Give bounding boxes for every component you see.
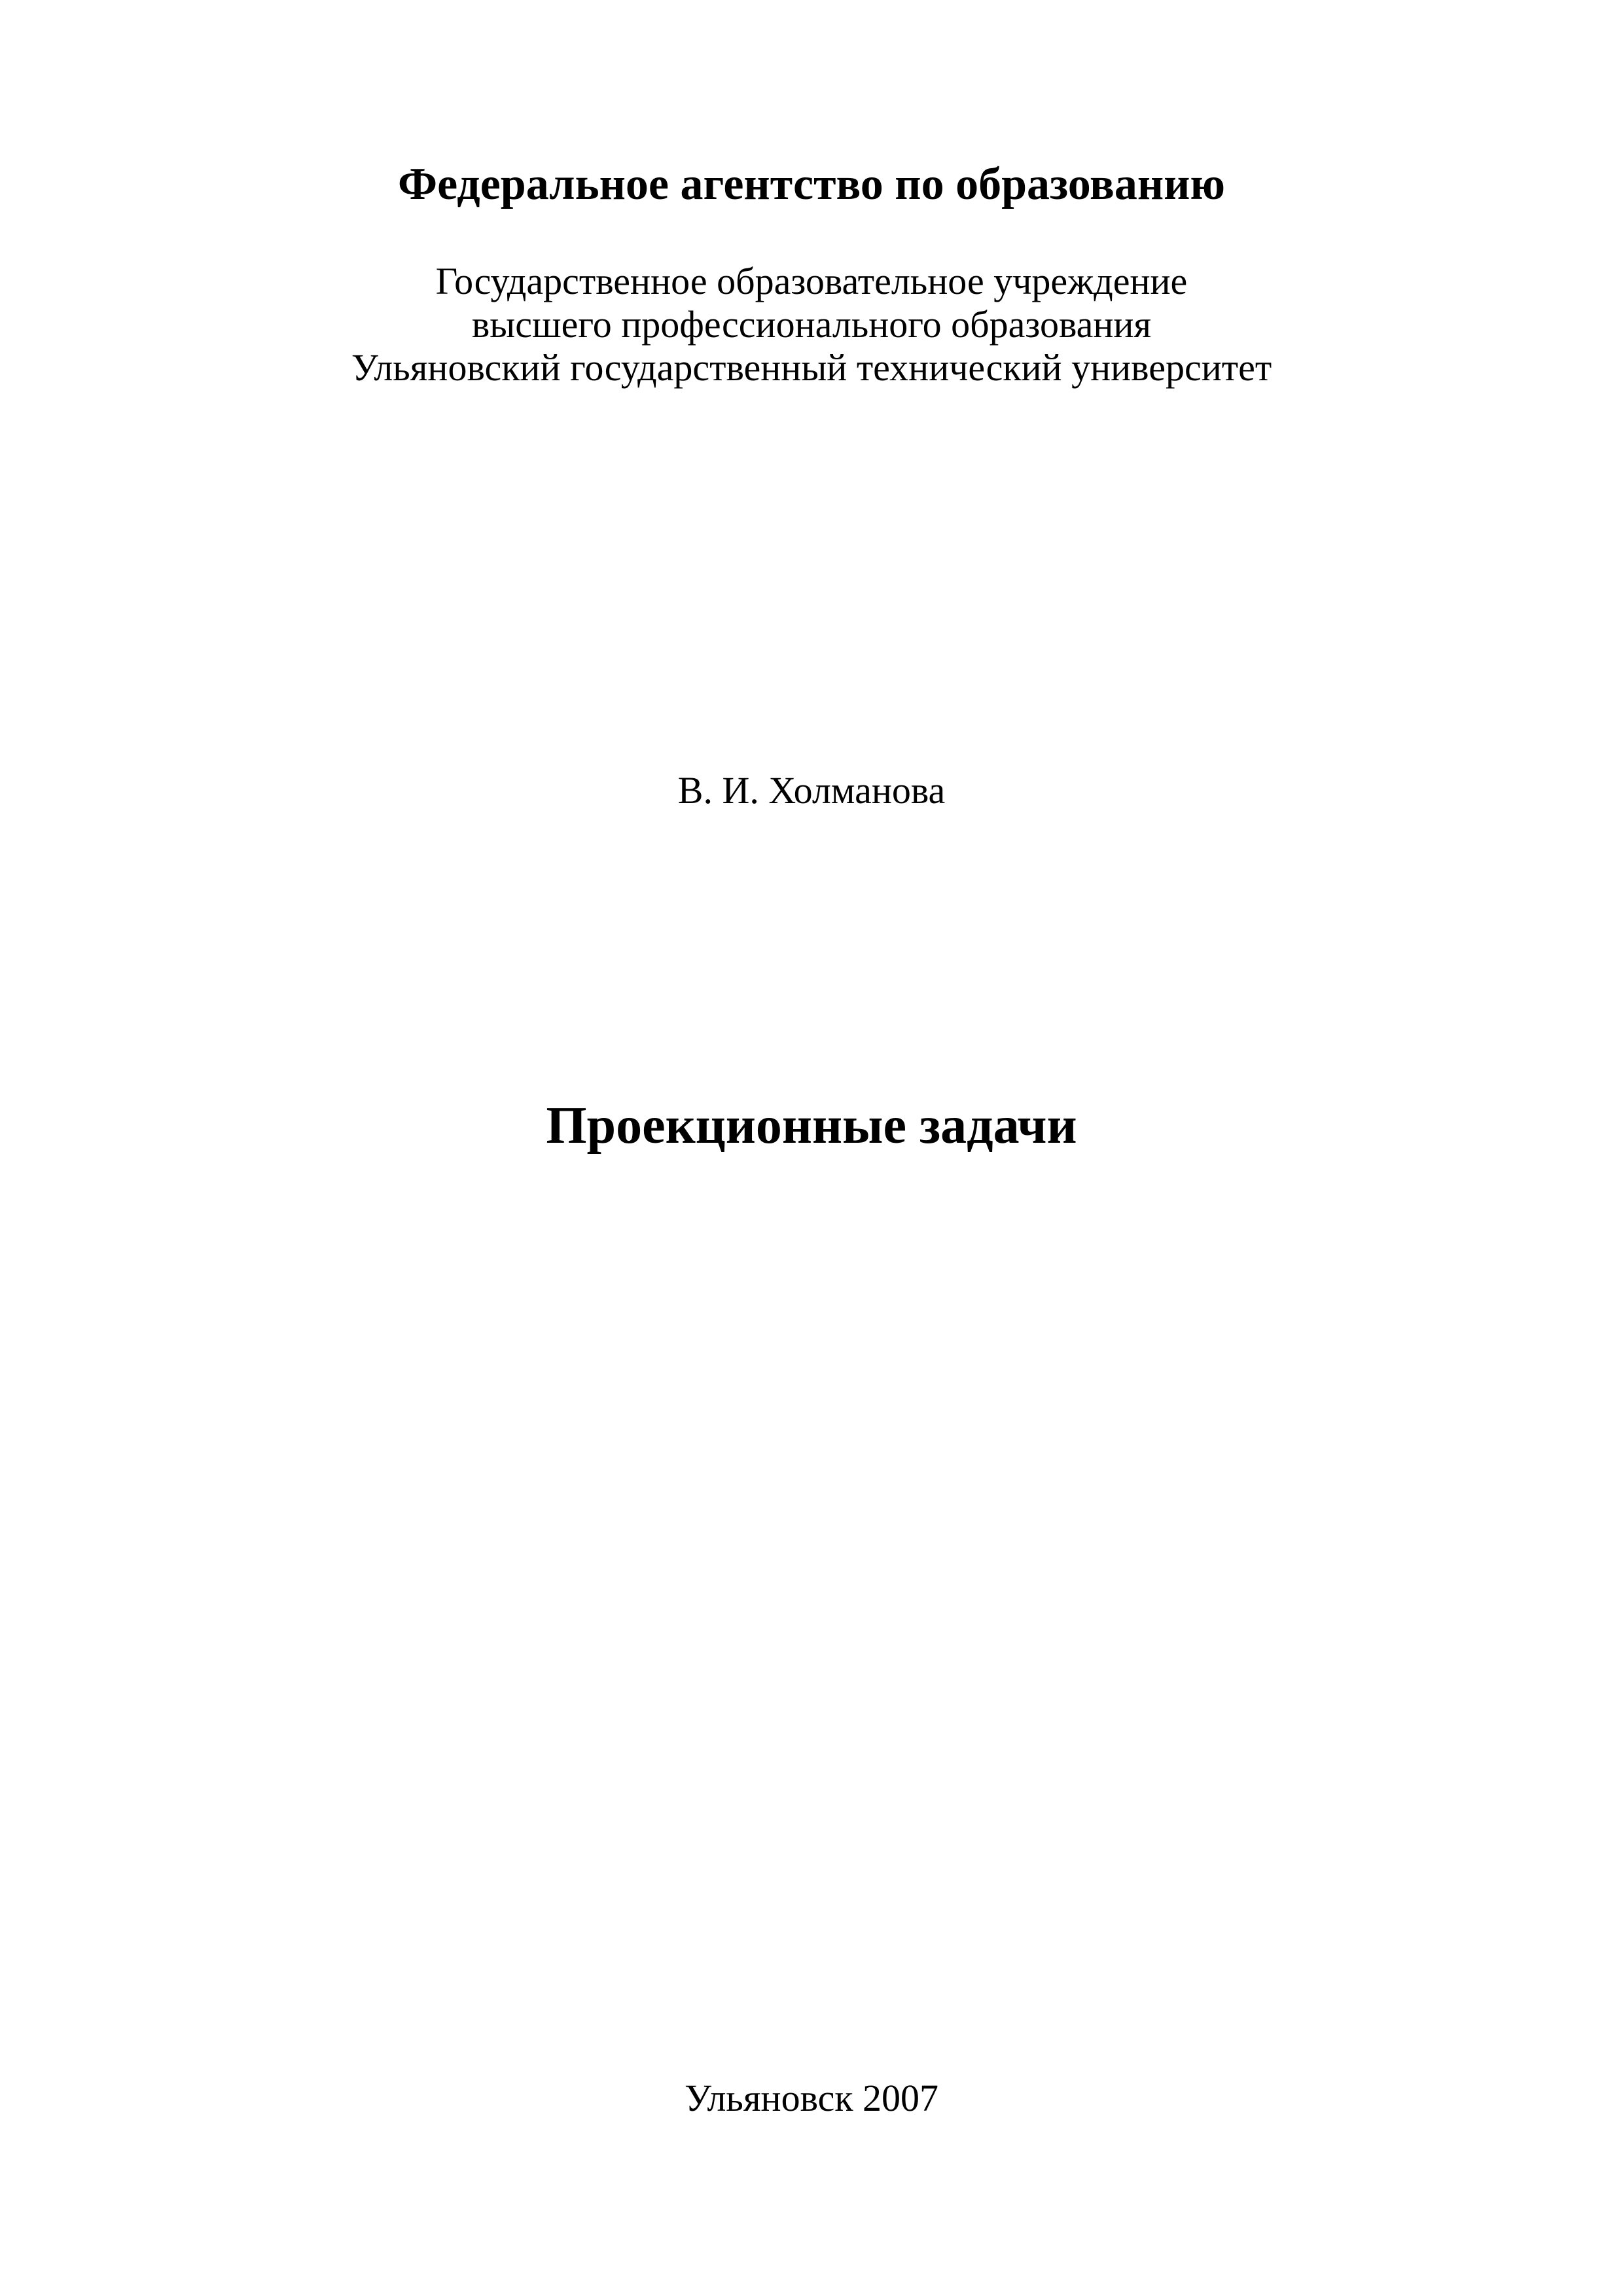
institution-line-3: Ульяновский государственный технический университет (351, 346, 1272, 389)
institution-block (0, 260, 1623, 389)
institution-line-2: высшего профессионального образования (471, 303, 1152, 346)
agency-heading: Федеральное агентство по образованию (398, 159, 1225, 209)
author-name: В. И. Холманова (677, 769, 946, 812)
institution-line-1: Государственное образовательное учреждение (435, 260, 1188, 302)
city-year: Ульяновск 2007 (684, 2077, 939, 2119)
document-title: Проекционные задачи (546, 1097, 1077, 1155)
